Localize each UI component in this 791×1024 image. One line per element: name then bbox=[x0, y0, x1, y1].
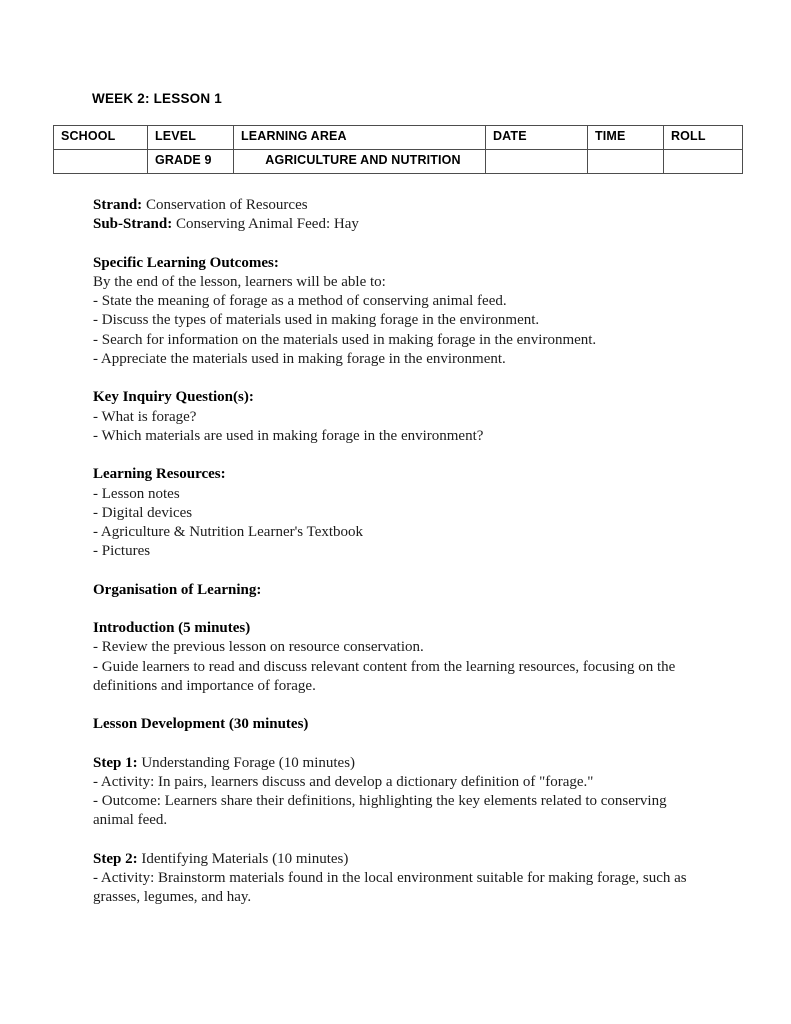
learning-resources-heading: Learning Resources: bbox=[93, 466, 226, 483]
list-item: - Review the previous lesson on resource conservation. bbox=[93, 639, 424, 656]
table-cell-learning-area[interactable]: AGRICULTURE AND NUTRITION bbox=[234, 150, 486, 174]
table-header-date: DATE bbox=[486, 126, 588, 150]
list-item: - Agriculture & Nutrition Learner's Textbook bbox=[93, 524, 364, 541]
specific-learning-outcomes-heading: Specific Learning Outcomes: bbox=[93, 254, 279, 271]
table-row-values bbox=[54, 150, 743, 174]
spacer bbox=[93, 562, 699, 581]
list-item: - Which materials are used in making forage in the environment? bbox=[93, 427, 484, 444]
table-row-headers bbox=[54, 126, 743, 150]
specific-learning-outcomes-intro: By the end of the lesson, learners will be able to: bbox=[93, 273, 386, 290]
list-item: - Guide learners to read and discuss relevant content from the learning resources, focusing on the definitions and importance of forage. bbox=[93, 658, 676, 694]
strand-label: Strand: bbox=[93, 197, 143, 213]
table-cell-level[interactable]: GRADE 9 bbox=[148, 150, 234, 174]
spacer bbox=[93, 235, 699, 254]
step-1-label: Step 1: bbox=[93, 754, 138, 771]
introduction-heading: Introduction (5 minutes) bbox=[93, 620, 251, 637]
table-header-time: TIME bbox=[588, 126, 664, 150]
list-item: - Appreciate the materials used in making forage in the environment. bbox=[93, 351, 506, 368]
table-cell-time[interactable] bbox=[588, 150, 664, 174]
lesson-development-heading: Lesson Development (30 minutes) bbox=[93, 716, 309, 733]
sub-strand-label: Sub-Strand: bbox=[93, 216, 173, 233]
sub-strand-line bbox=[93, 215, 699, 234]
strand-value: Conservation of Resources bbox=[142, 197, 308, 213]
step-2-label: Step 2: bbox=[93, 850, 138, 867]
list-item: - Discuss the types of materials used in making forage in the environment. bbox=[93, 312, 540, 329]
table-header-school: SCHOOL bbox=[54, 126, 148, 150]
spacer bbox=[93, 696, 699, 715]
lesson-plan-body bbox=[93, 196, 699, 908]
strand-line bbox=[93, 196, 699, 215]
list-item: - Activity: In pairs, learners discuss and develop a dictionary definition of "forage." bbox=[93, 773, 594, 790]
list-item: - Lesson notes bbox=[93, 485, 180, 502]
spacer bbox=[93, 446, 699, 465]
table-header-level: LEVEL bbox=[148, 126, 234, 150]
week-lesson-heading: WEEK 2: LESSON 1 bbox=[92, 91, 222, 106]
list-item: - Search for information on the materials used in making forage in the environment. bbox=[93, 331, 597, 348]
table-cell-school[interactable] bbox=[54, 150, 148, 174]
list-item: - Activity: Brainstorm materials found in the local environment suitable for making forage, such as grasses, legumes, and hay. bbox=[93, 870, 687, 906]
key-inquiry-questions-heading: Key Inquiry Question(s): bbox=[93, 389, 254, 406]
sub-strand-value: Conserving Animal Feed: Hay bbox=[172, 216, 359, 233]
spacer bbox=[93, 735, 699, 754]
step-2-text: Identifying Materials (10 minutes) bbox=[137, 850, 349, 867]
table-header-learning-area: LEARNING AREA bbox=[234, 126, 486, 150]
step-1-text: Understanding Forage (10 minutes) bbox=[137, 754, 356, 771]
list-item: - Digital devices bbox=[93, 504, 193, 521]
spacer bbox=[93, 831, 699, 850]
table-cell-date[interactable] bbox=[486, 150, 588, 174]
list-item: - What is forage? bbox=[93, 408, 197, 425]
list-item: - Pictures bbox=[93, 543, 151, 560]
organisation-of-learning-heading: Organisation of Learning: bbox=[93, 581, 262, 598]
spacer bbox=[93, 369, 699, 388]
step-2-title bbox=[93, 850, 699, 869]
table-cell-roll[interactable] bbox=[664, 150, 743, 174]
table-header-roll: ROLL bbox=[664, 126, 743, 150]
list-item: - Outcome: Learners share their definitions, highlighting the key elements related to conserving animal feed. bbox=[93, 793, 667, 829]
lesson-info-table bbox=[53, 125, 743, 174]
spacer bbox=[93, 600, 699, 619]
step-1-title bbox=[93, 754, 699, 773]
list-item: - State the meaning of forage as a method of conserving animal feed. bbox=[93, 293, 507, 310]
